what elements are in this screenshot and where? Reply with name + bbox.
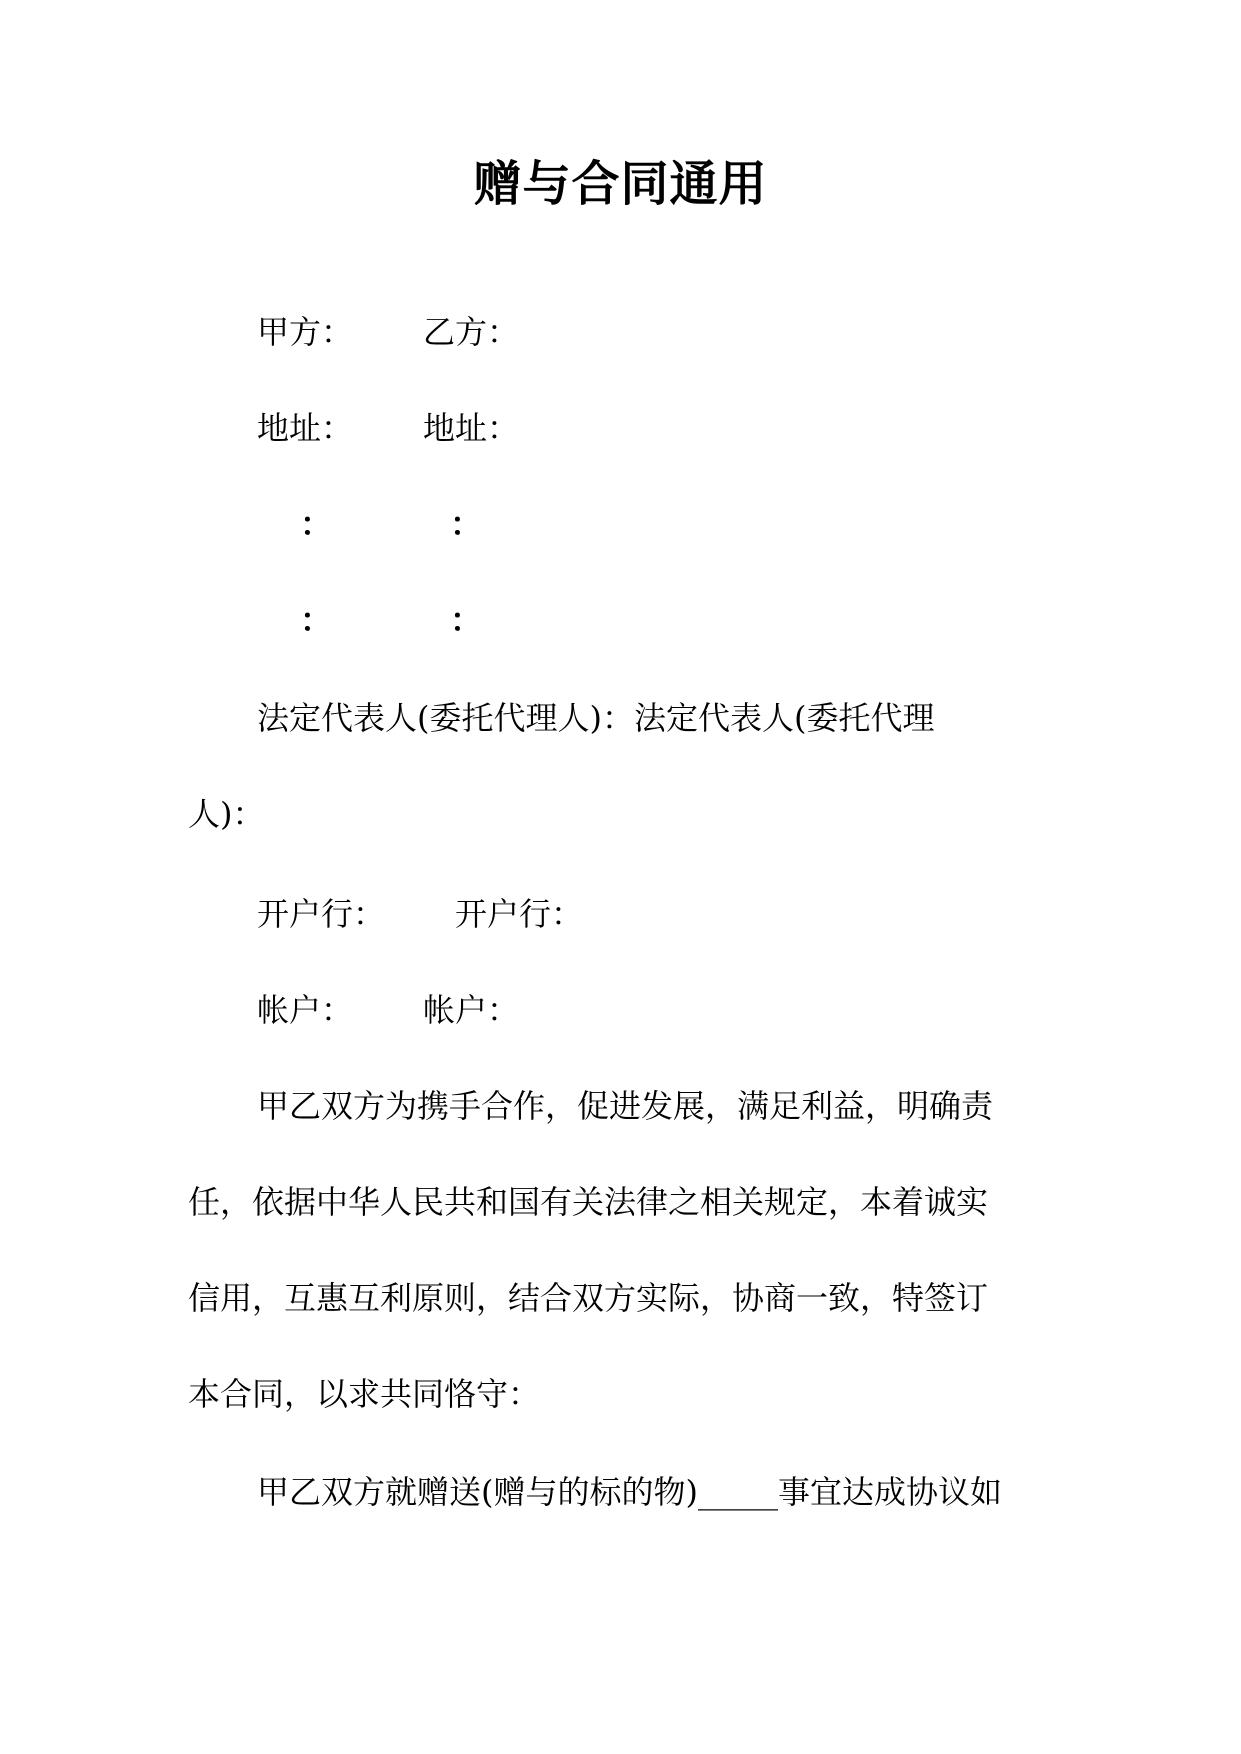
blank-colon-row2-a: ： — [300, 601, 333, 639]
preamble-line-1: 甲乙双方为携手合作，促进发展，满足利益，明确责 — [257, 1087, 994, 1125]
preamble-line-3: 信用，互惠互利原则，结合双方实际，协商一致，特签订 — [188, 1279, 989, 1317]
address-a-label: 地址： — [257, 409, 354, 447]
legal-rep-line-1: 法定代表人(委托代理人)：法定代表人(委托代理 — [257, 699, 935, 737]
party-b-label: 乙方： — [423, 313, 520, 351]
agreement-line-1: 甲乙双方就赠送(赠与的标的物)_____事宜达成协议如 — [257, 1473, 1002, 1511]
address-b-label: 地址： — [423, 409, 520, 447]
document-title: 赠与合同通用 — [473, 156, 768, 212]
preamble-line-2: 任，依据中华人民共和国有关法律之相关规定，本着诚实 — [188, 1183, 989, 1221]
account-a-label: 帐户： — [257, 991, 354, 1029]
bank-b-label: 开户行： — [455, 895, 584, 933]
bank-a-label: 开户行： — [257, 895, 386, 933]
party-a-label: 甲方： — [257, 313, 354, 351]
blank-colon-row2-b: ： — [450, 601, 483, 639]
preamble-line-4: 本合同，以求共同恪守： — [188, 1375, 541, 1413]
legal-rep-line-2: 人)： — [188, 795, 265, 833]
blank-colon-row1-a: ： — [300, 505, 333, 543]
blank-colon-row1-b: ： — [450, 505, 483, 543]
account-b-label: 帐户： — [423, 991, 520, 1029]
